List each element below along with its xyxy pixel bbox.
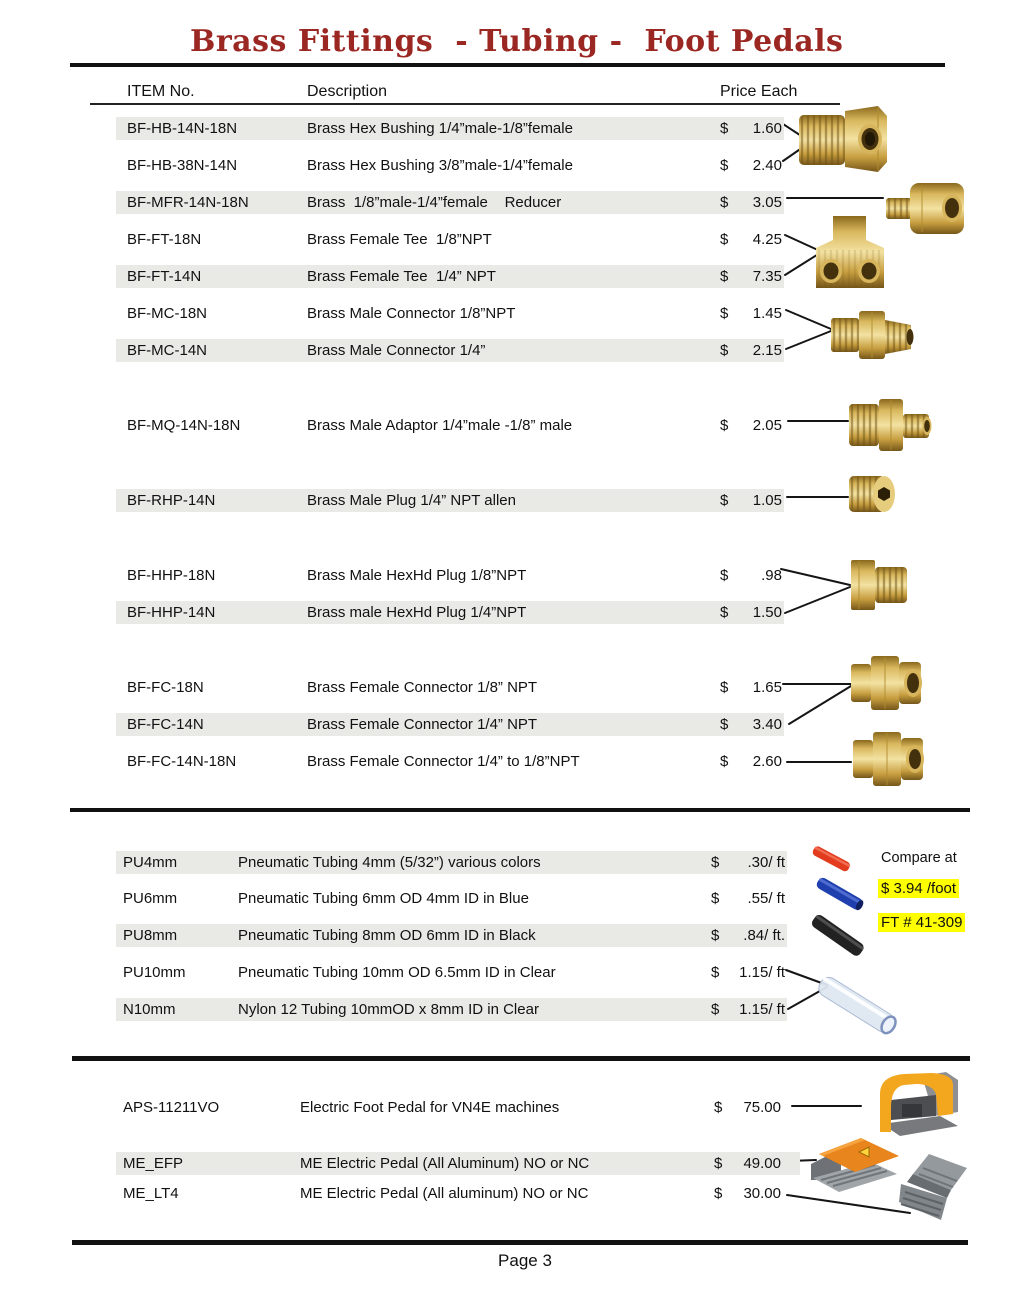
price-amount: 1.65 — [752, 679, 782, 696]
separator-rule-2 — [72, 1056, 970, 1061]
currency-symbol: $ — [720, 716, 729, 733]
price-cell — [720, 302, 782, 325]
currency-symbol: $ — [720, 268, 729, 285]
price-amount: 49.00 — [743, 1155, 781, 1172]
item-cell: BF-MC-14N — [127, 342, 208, 359]
tubing-clear-photo — [815, 974, 899, 1037]
currency-symbol: $ — [714, 1185, 723, 1202]
table-row — [116, 924, 787, 947]
description-cell: Pneumatic Tubing 8mm OD 6mm ID in Black — [238, 927, 536, 944]
description-cell: Brass Female Tee 1/4” NPT — [307, 268, 496, 285]
price-cell — [711, 887, 785, 910]
currency-symbol: $ — [711, 854, 720, 871]
currency-symbol: $ — [720, 157, 729, 174]
description-cell: Brass Female Connector 1/4” NPT — [307, 716, 538, 733]
item-cell: ME_EFP — [123, 1155, 184, 1172]
price-cell — [720, 676, 782, 699]
column-header-price: Price Each — [720, 83, 798, 100]
table-row — [116, 564, 784, 587]
brass-male-adaptor-photo — [849, 399, 932, 451]
table-row — [116, 1182, 800, 1205]
price-cell — [714, 1152, 781, 1175]
item-cell: PU10mm — [123, 964, 186, 981]
price-amount: .30/ ft — [747, 854, 785, 871]
price-cell — [720, 191, 782, 214]
price-amount: 1.05 — [752, 492, 782, 509]
item-cell: ME_LT4 — [123, 1185, 179, 1202]
table-row — [116, 191, 784, 214]
description-cell: Pneumatic Tubing 10mm OD 6.5mm ID in Clear — [238, 964, 556, 981]
item-cell: BF-HHP-18N — [127, 567, 216, 584]
currency-symbol: $ — [714, 1099, 723, 1116]
price-amount: 2.60 — [752, 753, 782, 770]
price-amount: 3.05 — [752, 194, 782, 211]
price-amount: 1.60 — [752, 120, 782, 137]
description-cell: Electric Foot Pedal for VN4E machines — [300, 1099, 560, 1116]
price-cell — [714, 1096, 781, 1119]
table-row — [116, 117, 784, 140]
top-rule — [70, 63, 945, 67]
currency-symbol: $ — [720, 342, 729, 359]
price-cell — [720, 750, 782, 773]
description-cell: Brass Male Plug 1/4” NPT allen — [307, 492, 516, 509]
bottom-rule — [72, 1240, 968, 1245]
description-cell: Brass Male HexHd Plug 1/8”NPT — [307, 567, 527, 584]
item-cell: PU4mm — [123, 854, 178, 871]
table-row — [116, 265, 784, 288]
brass-hexhd-plug-photo — [851, 560, 907, 610]
tubing-black-photo — [810, 913, 866, 958]
currency-symbol: $ — [720, 492, 729, 509]
item-cell: BF-HHP-14N — [127, 604, 216, 621]
item-cell: APS-11211VO — [123, 1099, 220, 1116]
item-cell: PU6mm — [123, 890, 178, 907]
currency-symbol: $ — [720, 679, 729, 696]
item-cell: BF-FC-14N-18N — [127, 753, 237, 770]
table-row — [116, 998, 787, 1021]
column-header-item: ITEM No. — [127, 83, 195, 100]
price-cell — [720, 601, 782, 624]
currency-symbol: $ — [720, 417, 729, 434]
item-cell: BF-MQ-14N-18N — [127, 417, 241, 434]
column-header-description: Description — [307, 83, 388, 100]
separator-rule-1 — [70, 808, 970, 812]
table-row — [116, 713, 784, 736]
tubing-red-photo — [811, 845, 851, 873]
currency-symbol: $ — [720, 753, 729, 770]
price-amount: 2.15 — [752, 342, 782, 359]
header-underline — [90, 103, 840, 105]
item-cell: BF-RHP-14N — [127, 492, 216, 509]
item-cell: BF-FT-14N — [127, 268, 202, 285]
description-cell: Brass Female Tee 1/8”NPT — [307, 231, 492, 248]
price-cell — [711, 851, 785, 874]
price-amount: .98 — [761, 567, 782, 584]
description-cell: Nylon 12 Tubing 10mmOD x 8mm ID in Clear — [238, 1001, 539, 1018]
table-row — [116, 339, 784, 362]
table-row — [116, 489, 784, 512]
price-cell — [720, 154, 782, 177]
brass-male-connector-photo — [831, 311, 914, 359]
currency-symbol: $ — [711, 964, 720, 981]
tubing-blue-photo — [815, 876, 865, 912]
item-cell: BF-FT-18N — [127, 231, 202, 248]
table-row — [116, 961, 787, 984]
price-amount: 3.40 — [752, 716, 782, 733]
table-row — [116, 601, 784, 624]
brass-reducer-photo — [886, 183, 964, 234]
table-row — [116, 154, 784, 177]
price-cell — [720, 414, 782, 437]
compare-price-highlight: $ 3.94 /foot — [878, 879, 959, 898]
price-cell — [720, 339, 782, 362]
price-amount: 1.15/ ft — [739, 1001, 785, 1018]
description-cell: Brass Male Connector 1/4” — [307, 342, 486, 359]
price-amount: 75.00 — [743, 1099, 781, 1116]
description-cell: Brass Hex Bushing 3/8”male-1/4”female — [307, 157, 573, 174]
price-amount: 1.50 — [752, 604, 782, 621]
price-amount: .84/ ft. — [743, 927, 785, 944]
item-cell: BF-FC-18N — [127, 679, 204, 696]
description-cell: ME Electric Pedal (All Aluminum) NO or NC — [300, 1155, 590, 1172]
item-cell: PU8mm — [123, 927, 178, 944]
price-amount: 7.35 — [752, 268, 782, 285]
price-cell — [720, 564, 782, 587]
item-cell: BF-HB-14N-18N — [127, 120, 238, 137]
description-cell: Brass Male Connector 1/8”NPT — [307, 305, 516, 322]
brass-female-connector-photo-1 — [851, 656, 922, 710]
price-cell — [711, 924, 785, 947]
description-cell: Brass 1/8”male-1/4”female Reducer — [307, 194, 562, 211]
table-row — [116, 414, 784, 437]
compare-at-label: Compare at — [881, 850, 957, 866]
currency-symbol: $ — [714, 1155, 723, 1172]
price-amount: 2.40 — [752, 157, 782, 174]
currency-symbol: $ — [711, 1001, 720, 1018]
description-cell: Brass Hex Bushing 1/4”male-1/8”female — [307, 120, 573, 137]
brass-female-tee-photo — [816, 216, 884, 288]
description-cell: Brass male HexHd Plug 1/4”NPT — [307, 604, 527, 621]
foot-pedal-gray-aluminum-photo — [899, 1154, 967, 1220]
description-cell: Brass Male Adaptor 1/4”male -1/8” male — [307, 417, 573, 434]
currency-symbol: $ — [720, 305, 729, 322]
currency-symbol: $ — [720, 194, 729, 211]
currency-symbol: $ — [711, 890, 720, 907]
table-row — [116, 228, 784, 251]
price-cell — [720, 228, 782, 251]
price-amount: 4.25 — [752, 231, 782, 248]
page-title: Brass Fittings - Tubing - Foot Pedals — [190, 24, 844, 59]
price-cell — [711, 961, 785, 984]
item-cell: BF-HB-38N-14N — [127, 157, 238, 174]
currency-symbol: $ — [720, 231, 729, 248]
price-cell — [714, 1182, 781, 1205]
price-cell — [720, 265, 782, 288]
table-row — [116, 887, 787, 910]
table-row — [116, 1096, 800, 1119]
currency-symbol: $ — [720, 120, 729, 137]
currency-symbol: $ — [720, 604, 729, 621]
description-cell: Pneumatic Tubing 6mm OD 4mm ID in Blue — [238, 890, 529, 907]
compare-part-number-highlight: FT # 41-309 — [878, 913, 965, 932]
price-cell — [720, 489, 782, 512]
foot-pedal-orange-aluminum-photo — [811, 1138, 899, 1192]
table-row — [116, 302, 784, 325]
table-row — [116, 750, 784, 773]
description-cell: ME Electric Pedal (All aluminum) NO or NC — [300, 1185, 589, 1202]
description-cell: Brass Female Connector 1/8” NPT — [307, 679, 538, 696]
item-cell: BF-MFR-14N-18N — [127, 194, 249, 211]
price-amount: 1.45 — [752, 305, 782, 322]
price-cell — [720, 117, 782, 140]
item-cell: BF-FC-14N — [127, 716, 204, 733]
item-cell: N10mm — [123, 1001, 176, 1018]
price-amount: .55/ ft — [747, 890, 785, 907]
brass-hex-bushing-photo — [799, 106, 887, 172]
page-number: Page 3 — [498, 1251, 552, 1270]
brass-female-connector-photo-2 — [853, 732, 924, 786]
price-amount: 2.05 — [752, 417, 782, 434]
brass-allen-plug-photo — [849, 476, 895, 512]
table-row — [116, 851, 787, 874]
description-cell: Brass Female Connector 1/4” to 1/8”NPT — [307, 753, 580, 770]
price-amount: 30.00 — [743, 1185, 781, 1202]
table-row — [116, 1152, 800, 1175]
price-cell — [720, 713, 782, 736]
price-amount: 1.15/ ft — [739, 964, 785, 981]
description-cell: Pneumatic Tubing 4mm (5/32”) various colors — [238, 854, 541, 871]
table-row — [116, 676, 784, 699]
currency-symbol: $ — [711, 927, 720, 944]
currency-symbol: $ — [720, 567, 729, 584]
foot-pedal-guarded-yellow-photo — [880, 1072, 958, 1136]
item-cell: BF-MC-18N — [127, 305, 208, 322]
price-cell — [711, 998, 785, 1021]
